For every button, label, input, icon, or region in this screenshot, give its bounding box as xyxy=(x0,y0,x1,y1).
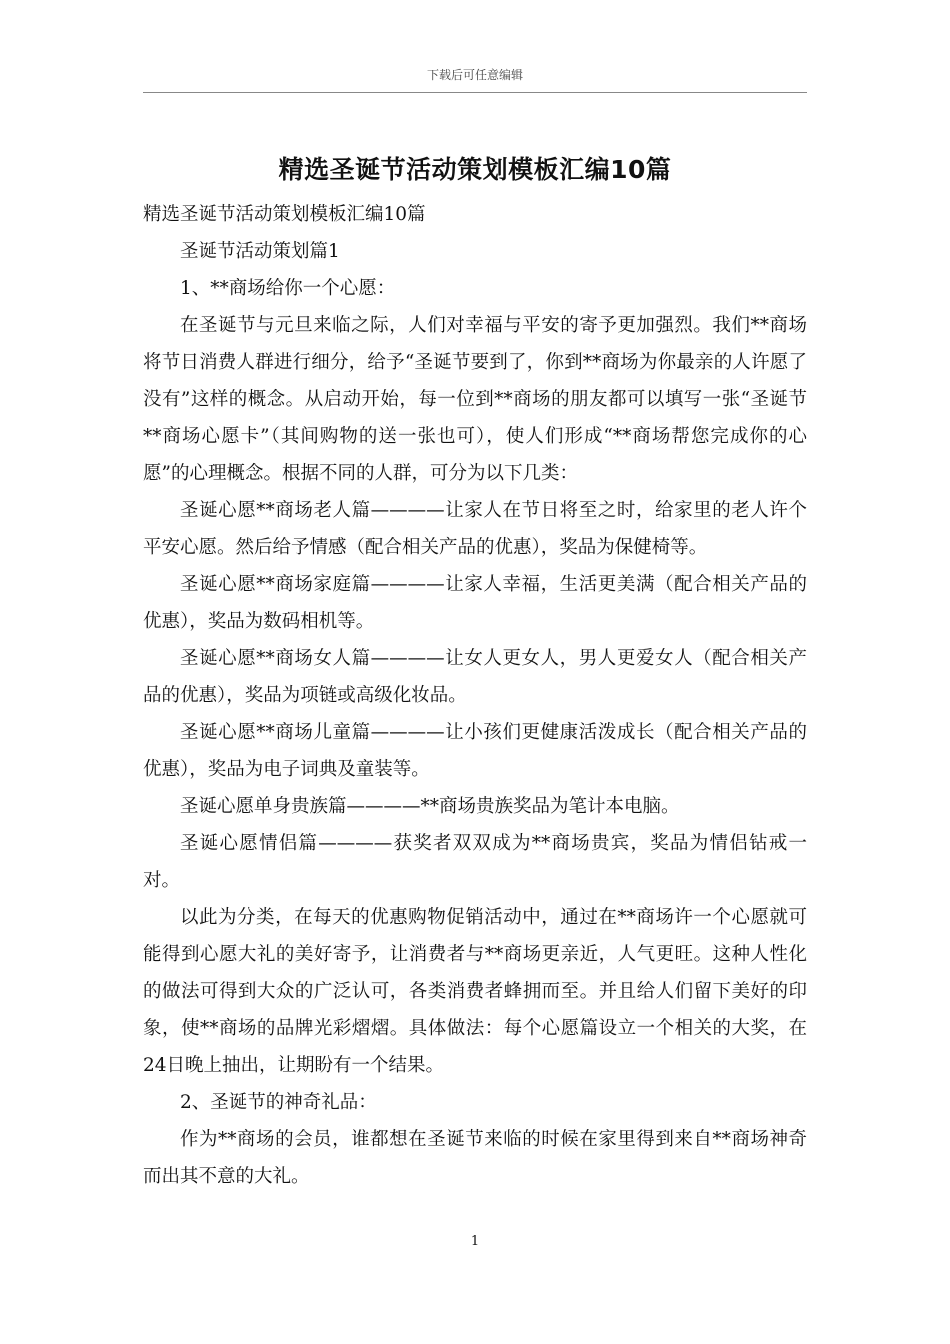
document-title: 精选圣诞节活动策划模板汇编10篇 xyxy=(278,155,672,184)
item-heading: 2、圣诞节的神奇礼品： xyxy=(180,1092,377,1113)
item-heading: 1、**商场给你一个心愿： xyxy=(180,278,396,299)
section-heading: 圣诞节活动策划篇1 xyxy=(180,241,340,262)
document-body xyxy=(143,196,807,1195)
paragraph: 以此为分类，在每天的优惠购物促销活动中，通过在**商场许一个心愿就可能得到心愿大礼的美好寄予，让消费者与**商场更亲近，人气更旺。这种人性化的做法可得到大众的广泛认可，各类消费者蜂拥而至。并且给人们留下美好的印象，使**商场的品牌光彩熠熠。具体做法：每个心愿篇设立一个相关的大奖，在24日晚上抽出，让期盼有一个结果。 xyxy=(143,907,807,1076)
paragraph: 圣诞心愿**商场老人篇————让家人在节日将至之时，给家里的老人许个平安心愿。然后给予情感（配合相关产品的优惠），奖品为保健椅等。 xyxy=(143,500,807,558)
paragraph: 在圣诞节与元旦来临之际，人们对幸福与平安的寄予更加强烈。我们**商场将节日消费人群进行细分，给予“圣诞节要到了，你到**商场为你最亲的人许愿了没有”这样的概念。从启动开始，每一位到**商场的朋友都可以填写一张“圣诞节**商场心愿卡”（其间购物的送一张也可），使人们形成“**商场帮您完成你的心愿”的心理概念。根据不同的人群，可分为以下几类： xyxy=(143,315,807,484)
header-note: 下载后可任意编辑 xyxy=(426,68,523,82)
paragraph: 圣诞心愿**商场女人篇————让女人更女人，男人更爱女人（配合相关产品的优惠），奖品为项链或高级化妆品。 xyxy=(143,648,807,706)
paragraph: 作为**商场的会员，谁都想在圣诞节来临的时候在家里得到来自**商场神奇而出其不意的大礼。 xyxy=(143,1129,807,1187)
page-number: 1 xyxy=(470,1234,480,1249)
paragraph: 圣诞心愿**商场家庭篇————让家人幸福，生活更美满（配合相关产品的优惠），奖品为数码相机等。 xyxy=(143,574,807,632)
document-subtitle: 精选圣诞节活动策划模板汇编10篇 xyxy=(143,204,426,225)
paragraph: 圣诞心愿**商场儿童篇————让小孩们更健康活泼成长（配合相关产品的优惠），奖品为电子词典及童装等。 xyxy=(143,722,807,780)
paragraph: 圣诞心愿单身贵族篇————**商场贵族奖品为笔计本电脑。 xyxy=(180,796,680,817)
paragraph: 圣诞心愿情侣篇————获奖者双双成为**商场贵宾，奖品为情侣钻戒一对。 xyxy=(143,833,807,891)
header-divider xyxy=(143,92,807,93)
